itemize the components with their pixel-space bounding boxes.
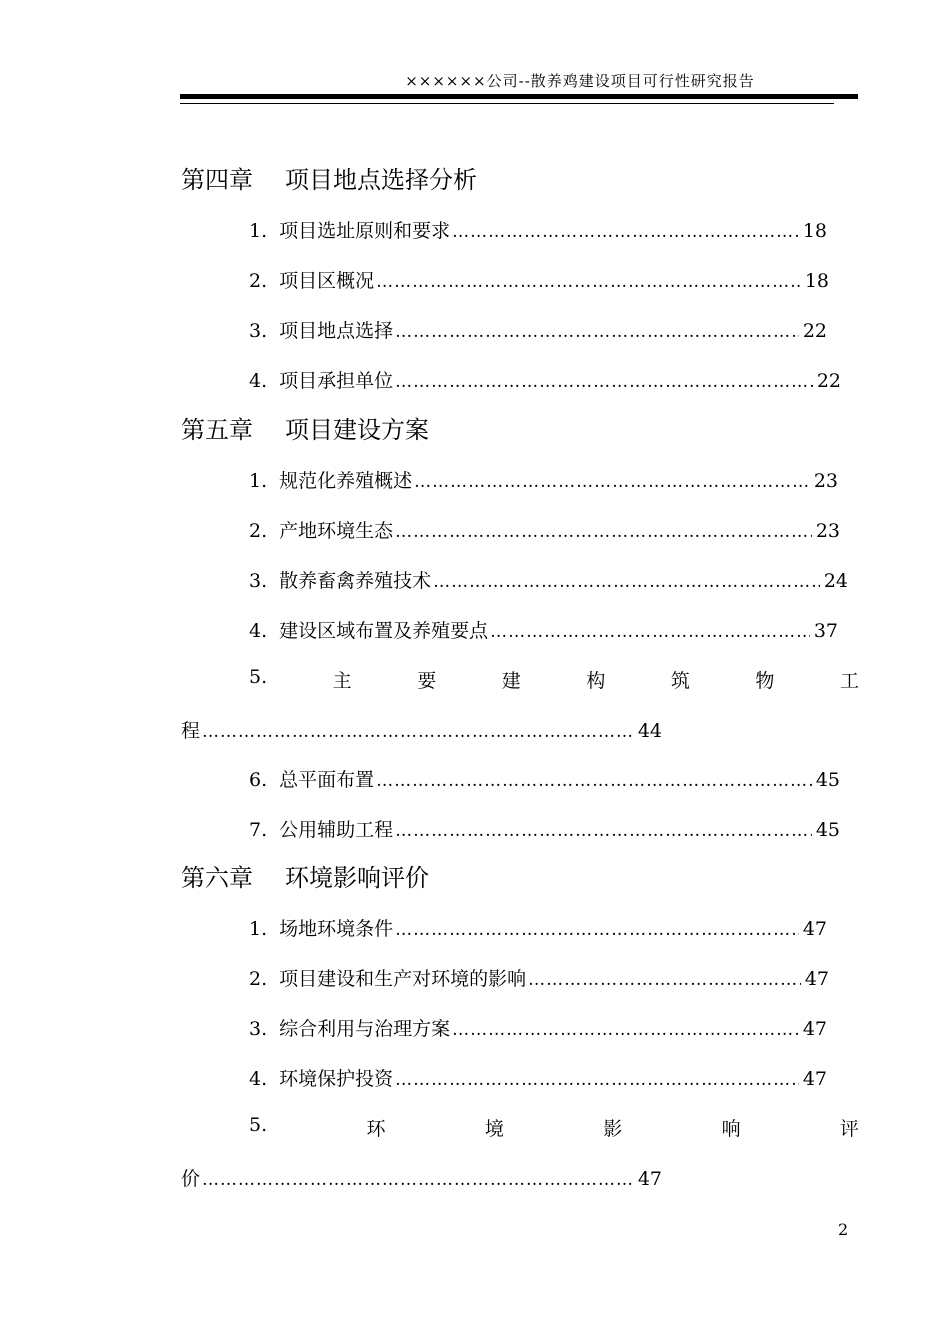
toc-entry[interactable] — [249, 266, 829, 293]
entry-char: 响 — [721, 1118, 741, 1140]
entry-number: 4. — [249, 620, 268, 642]
dot-leader — [528, 970, 801, 990]
entry-title: 公用辅助工程 — [279, 819, 394, 841]
entry-page: 47 — [637, 1168, 662, 1190]
chapter-number: 第四章 — [181, 166, 253, 194]
entry-char: 境 — [484, 1118, 504, 1140]
toc-entry[interactable] — [249, 566, 848, 593]
entry-char: 构 — [586, 670, 606, 692]
entry-number: 3. — [249, 1018, 268, 1040]
entry-title: 项目地点选择 — [279, 320, 394, 342]
page-number: 2 — [838, 1220, 849, 1239]
entry-number: 4. — [249, 1068, 268, 1090]
entry-page: 47 — [804, 968, 829, 990]
entry-title: 综合利用与治理方案 — [279, 1018, 451, 1040]
entry-title: 规范化养殖概述 — [279, 470, 413, 492]
dot-leader — [395, 821, 812, 841]
entry-char: 建 — [501, 670, 521, 692]
entry-title: 建设区域布置及养殖要点 — [279, 620, 489, 642]
chapter-heading-4 — [181, 160, 477, 195]
dot-leader — [490, 622, 810, 642]
entry-title: 散养畜禽养殖技术 — [279, 570, 432, 592]
header-rule-thin — [180, 103, 834, 104]
entry-page: 24 — [823, 570, 848, 592]
entry-number: 1. — [249, 470, 268, 492]
dot-leader — [395, 522, 812, 542]
dot-leader — [433, 572, 820, 592]
entry-title: 总平面布置 — [279, 769, 375, 791]
dot-leader — [395, 322, 799, 342]
entry-page: 47 — [802, 1018, 827, 1040]
entry-number: 2. — [249, 520, 268, 542]
entry-page: 45 — [815, 819, 840, 841]
toc-entry[interactable] — [249, 1014, 827, 1041]
entry-page: 18 — [802, 220, 827, 242]
dot-leader — [376, 272, 801, 292]
toc-entry[interactable] — [249, 914, 827, 941]
entry-title: 项目区概况 — [279, 270, 375, 292]
entry-page: 47 — [802, 1068, 827, 1090]
running-header: ××××××公司--散养鸡建设项目可行性研究报告 — [405, 72, 755, 90]
chapter-number: 第六章 — [181, 864, 253, 892]
toc-entry[interactable] — [249, 216, 827, 243]
entry-title: 产地环境生态 — [279, 520, 394, 542]
entry-number: 1. — [249, 220, 268, 242]
entry-page: 23 — [815, 520, 840, 542]
toc-entry[interactable] — [249, 366, 841, 393]
entry-number: 2. — [249, 270, 268, 292]
entry-number: 1. — [249, 918, 268, 940]
entry-title: 场地环境条件 — [279, 918, 394, 940]
toc-entry-continuation[interactable] — [181, 1164, 662, 1191]
dot-leader — [202, 1170, 634, 1190]
entry-page: 45 — [815, 769, 840, 791]
dot-leader — [452, 222, 799, 242]
toc-entry[interactable] — [249, 815, 840, 842]
entry-title: 项目建设和生产对环境的影响 — [279, 968, 527, 990]
entry-page: 18 — [804, 270, 829, 292]
toc-entry-continuation[interactable] — [181, 716, 662, 743]
entry-number: 3. — [249, 320, 268, 342]
toc-entry[interactable] — [249, 1064, 827, 1091]
entry-title-tail: 程 — [181, 720, 201, 742]
header-rule-thick — [180, 94, 858, 99]
dot-leader — [376, 771, 812, 791]
toc-entry[interactable] — [249, 466, 838, 493]
toc-entry[interactable] — [249, 316, 827, 343]
entry-char: 影 — [603, 1118, 623, 1140]
dot-leader — [395, 920, 799, 940]
chapter-title: 项目建设方案 — [285, 416, 429, 444]
chapter-title: 环境影响评价 — [285, 864, 429, 892]
toc-entry[interactable] — [249, 964, 829, 991]
chapter-heading-5 — [181, 410, 429, 445]
entry-page: 47 — [802, 918, 827, 940]
entry-page: 22 — [816, 370, 841, 392]
entry-char: 要 — [417, 670, 437, 692]
entry-number: 3. — [249, 570, 268, 592]
entry-char: 物 — [755, 670, 775, 692]
toc-entry[interactable] — [249, 516, 840, 543]
entry-number: 7. — [249, 819, 268, 841]
entry-title-tail: 价 — [181, 1168, 201, 1190]
dot-leader — [414, 472, 810, 492]
toc-entry[interactable] — [249, 765, 840, 792]
entry-page: 22 — [802, 320, 827, 342]
chapter-number: 第五章 — [181, 416, 253, 444]
entry-char: 工 — [839, 670, 859, 692]
entry-number: 6. — [249, 769, 268, 791]
entry-char: 评 — [839, 1118, 859, 1140]
dot-leader — [202, 722, 634, 742]
entry-title: 环境保护投资 — [279, 1068, 394, 1090]
chapter-title: 项目地点选择分析 — [285, 166, 477, 194]
toc-entry[interactable] — [249, 616, 838, 643]
entry-number: 5. — [249, 1114, 268, 1136]
entry-char: 环 — [366, 1118, 386, 1140]
entry-page: 23 — [813, 470, 838, 492]
toc-entry-justified[interactable] — [249, 1114, 859, 1141]
entry-char: 主 — [332, 670, 352, 692]
chapter-heading-6 — [181, 858, 429, 893]
dot-leader — [395, 372, 813, 392]
entry-page: 37 — [813, 620, 838, 642]
entry-title: 项目选址原则和要求 — [279, 220, 451, 242]
dot-leader — [395, 1070, 799, 1090]
dot-leader — [452, 1020, 799, 1040]
entry-number: 4. — [249, 370, 268, 392]
entry-title: 项目承担单位 — [279, 370, 394, 392]
entry-number: 5. — [249, 666, 268, 688]
toc-entry-justified[interactable] — [249, 666, 859, 693]
entry-char: 筑 — [670, 670, 690, 692]
entry-page: 44 — [637, 720, 662, 742]
entry-number: 2. — [249, 968, 268, 990]
